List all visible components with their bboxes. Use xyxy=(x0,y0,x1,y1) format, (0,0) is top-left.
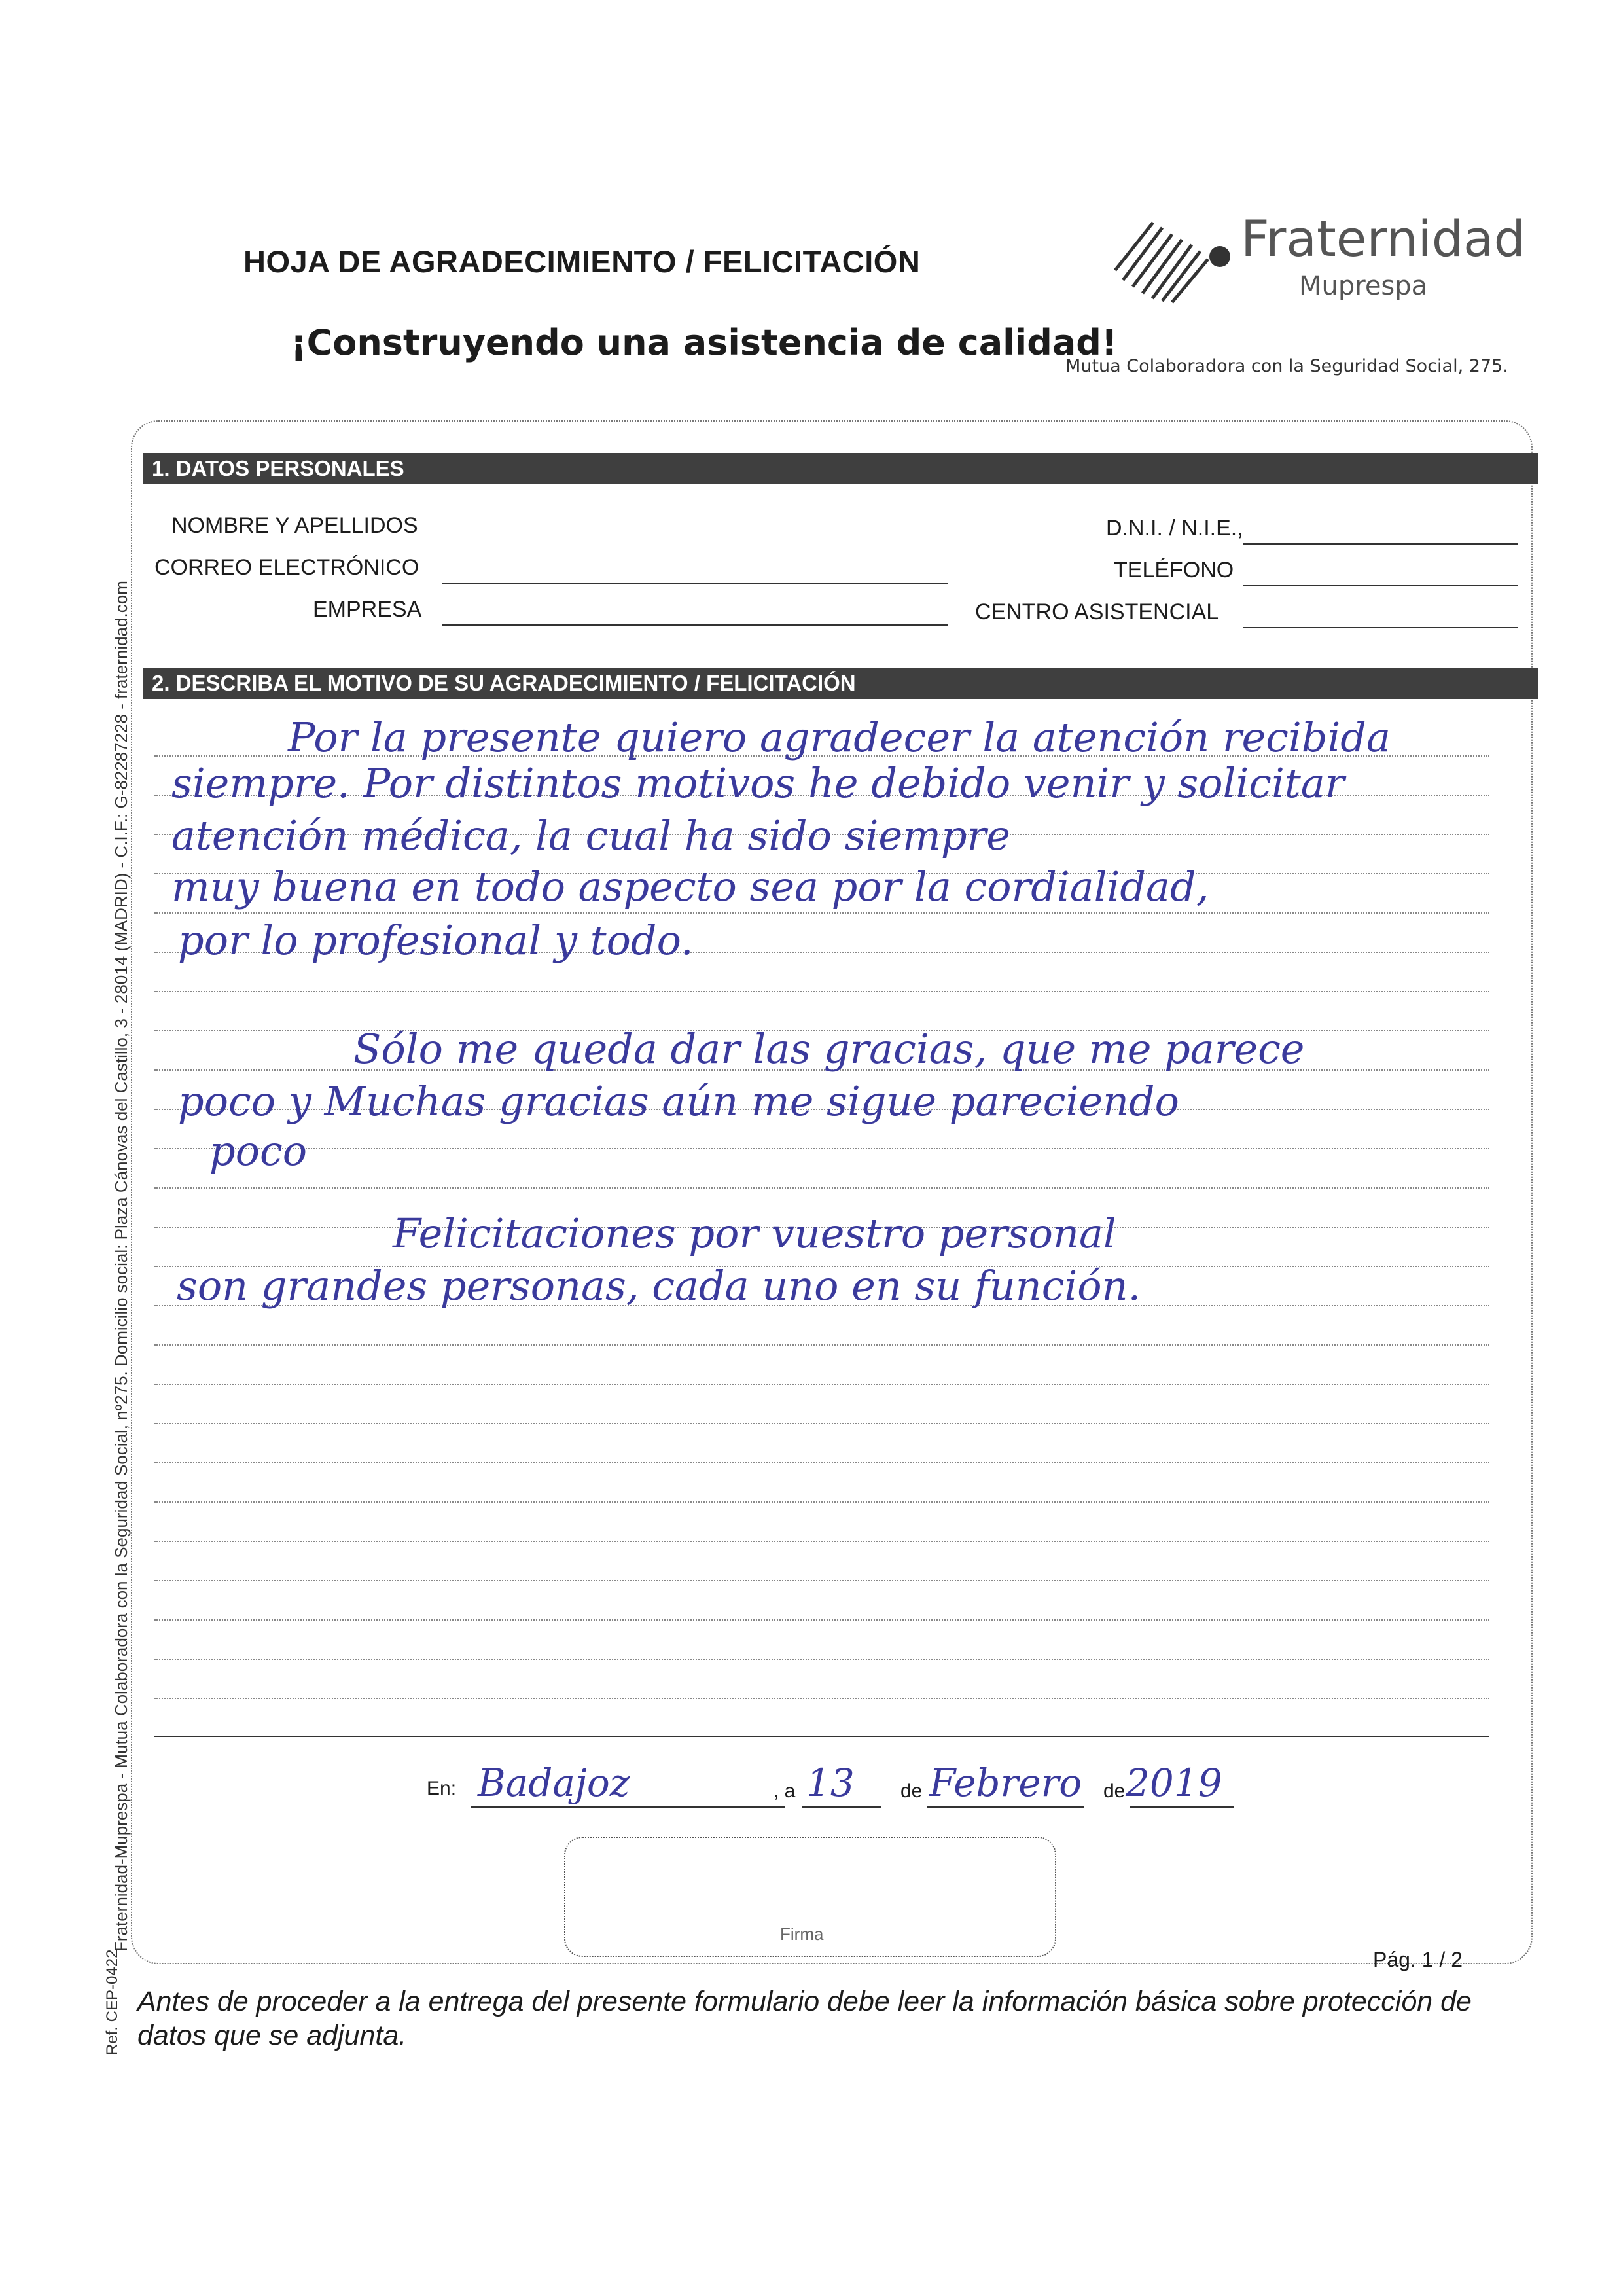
form-subtitle: ¡Construyendo una asistencia de calidad! xyxy=(291,322,1118,363)
page-number: Pág. 1 / 2 xyxy=(1373,1948,1463,1971)
phone-label: TELÉFONO xyxy=(1114,558,1234,583)
fraternidad-logo-icon xyxy=(1110,208,1232,306)
year-label: de xyxy=(1103,1780,1126,1802)
logo-name: Fraternidad xyxy=(1241,209,1525,268)
handwritten-line: siempre. Por distintos motivos he debido venir y solicitar xyxy=(171,759,1345,807)
handwritten-line: por lo profesional y todo. xyxy=(178,916,694,964)
form-reference: Ref. CEP-0422 xyxy=(103,1949,121,2055)
ruled-line-final xyxy=(154,1736,1489,1737)
ruled-line xyxy=(154,1580,1489,1581)
ruled-line xyxy=(154,1501,1489,1503)
year-value: 2019 xyxy=(1126,1761,1222,1805)
ruled-line xyxy=(154,912,1489,914)
ruled-line xyxy=(154,1698,1489,1699)
phone-field[interactable] xyxy=(1243,585,1518,586)
year-field[interactable] xyxy=(1130,1806,1234,1808)
signature-label: Firma xyxy=(780,1924,824,1944)
handwritten-line: Por la presente quiero agradecer la atención recibida xyxy=(288,713,1391,761)
email-field[interactable] xyxy=(442,583,948,584)
section-reason-header: 2. DESCRIBA EL MOTIVO DE SU AGRADECIMIENTO / FELICITACIÓN xyxy=(143,668,1538,699)
company-label: EMPRESA xyxy=(313,597,422,622)
place-label: En: xyxy=(427,1778,457,1799)
mutua-caption: Mutua Colaboradora con la Seguridad Social, 275. xyxy=(1065,356,1508,376)
ruled-line xyxy=(154,991,1489,992)
ruled-line xyxy=(154,1187,1489,1189)
month-value: Febrero xyxy=(929,1761,1082,1805)
dni-label: D.N.I. / N.I.E., xyxy=(1106,516,1243,541)
center-label: CENTRO ASISTENCIAL xyxy=(975,600,1219,624)
ruled-line xyxy=(154,1148,1489,1149)
form-frame xyxy=(131,420,1533,1964)
ruled-line xyxy=(154,1541,1489,1542)
ruled-line xyxy=(154,1462,1489,1463)
privacy-note: Antes de proceder a la entrega del presente formulario debe leer la información básica sobre protección de datos que se adjunta. xyxy=(137,1986,1472,2051)
side-legal-text: Fraternidad-Muprespa - Mutua Colaboradora con la Seguridad Social, nº275. Domicilio social: Plaza Cánovas del Castillo, 3 - 28014 (MADRID) - C.I.F.: G-82287228 - fraternidad.com xyxy=(111,581,131,1952)
handwritten-line: muy buena en todo aspecto sea por la cordialidad, xyxy=(171,863,1209,910)
ruled-line xyxy=(154,1659,1489,1660)
handwritten-line: poco y Muchas gracias aún me sigue pareciendo xyxy=(178,1077,1179,1125)
handwritten-line: Sólo me queda dar las gracias, que me parece xyxy=(353,1025,1305,1073)
ruled-line xyxy=(154,1423,1489,1424)
ruled-line xyxy=(154,1384,1489,1385)
handwritten-line: son grandes personas, cada uno en su función. xyxy=(177,1262,1141,1310)
month-field[interactable] xyxy=(927,1806,1084,1808)
handwritten-line: poco xyxy=(209,1127,308,1175)
place-field[interactable] xyxy=(471,1806,785,1808)
name-label: NOMBRE Y APELLIDOS xyxy=(171,513,418,538)
ruled-line xyxy=(154,1619,1489,1621)
logo-sub: Muprespa xyxy=(1299,271,1428,301)
form-title: HOJA DE AGRADECIMIENTO / FELICITACIÓN xyxy=(243,244,921,279)
section-personal-header: 1. DATOS PERSONALES xyxy=(143,453,1538,484)
day-label: , a xyxy=(774,1780,796,1802)
handwritten-line: atención médica, la cual ha sido siempre xyxy=(171,812,1010,859)
ruled-line xyxy=(154,1344,1489,1346)
handwritten-line: Felicitaciones por vuestro personal xyxy=(393,1210,1116,1257)
day-value: 13 xyxy=(806,1761,855,1805)
month-label: de xyxy=(900,1780,923,1802)
company-field[interactable] xyxy=(442,624,948,626)
email-label: CORREO ELECTRÓNICO xyxy=(154,555,419,580)
place-value: Badajoz xyxy=(478,1761,630,1805)
day-field[interactable] xyxy=(802,1806,881,1808)
dni-field[interactable] xyxy=(1243,543,1518,545)
center-field[interactable] xyxy=(1243,627,1518,628)
